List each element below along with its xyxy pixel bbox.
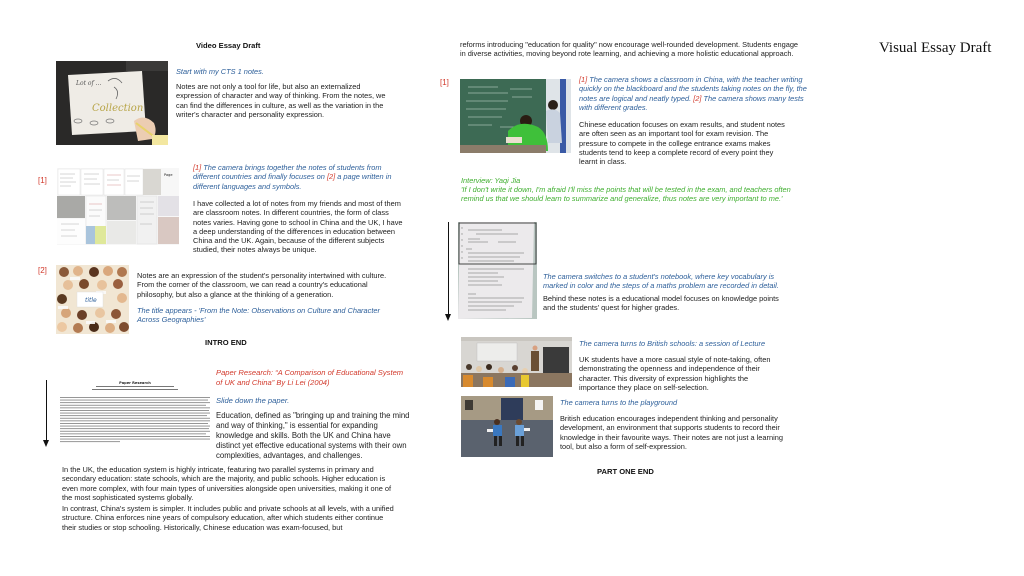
caption-playground: The camera turns to the playground — [560, 398, 678, 407]
caption-marker-2: [2] — [326, 172, 336, 182]
scroll-arrow-notebook — [448, 222, 449, 314]
marker-2: [2] — [38, 266, 47, 275]
image-title-label: title — [85, 297, 97, 304]
notes-collage-image — [57, 168, 179, 245]
interview-quote: 'If I don't write it down, I'm afraid I'll miss the points that will be tested in the exam, and teachers often remind us that we should learn to summarize and generalize, thus notes are very important to me.' — [461, 185, 791, 204]
body-china-exams: Chinese education focuses on exam results, and student notes are often seen as an important tool for exam revision. The pressure to compete in the college entrance exams makes students tend to keep a complete record of every point they learnt in class. — [579, 120, 785, 167]
marker-1: [1] — [38, 176, 47, 185]
body-notebook: Behind these notes is a educational model focuses on knowledge points and the students' quest for higher grades. — [543, 294, 779, 313]
scroll-arrow-left — [46, 380, 47, 440]
body-education-definition: Education, defined as "bringing up and training the mind and way of thinking," is essential for expanding knowledge and skills. Both the UK and China have distinct yet effective educational systems with their own complexities, advantages, and challenges. — [216, 411, 410, 460]
body-british-education: British education encourages independent thinking and personality development, an environment that supports students to record their knowledge in their favourite ways. Their notes are not just a learning tool, but also a form of self-expression. — [560, 414, 783, 451]
body-personality-culture: Notes are an expression of the student's personality intertwined with culture. From the corner of the classroom, we can read a country's educational philosophy, but also a glance at the thinking of a generation. — [137, 271, 387, 299]
body-china-system: In contrast, China's system is simpler. It includes public and private schools at all levels, with a unified structure. China enforces nine years of compulsory education, after which students either continue their studies or stop schooling. Historically, Chinese education was exam-focused, but — [62, 504, 394, 532]
caption-cts-notes: Start with my CTS 1 notes. — [176, 67, 264, 76]
intro-end-label: INTRO END — [205, 338, 247, 347]
svg-text:Collection: Collection — [92, 103, 144, 114]
caption-slide-down: Slide down the paper. — [216, 396, 290, 405]
caption-marker-2: [2] — [693, 93, 702, 103]
arrow-down-icon — [43, 440, 49, 447]
caption-marker-1: [1] — [193, 163, 202, 172]
body-collected-notes: I have collected a lot of notes from my friends and most of them are classroom notes. In different countries, the form of class notes varies. Having gone to school in China and the UK, I have a deep understanding of the differences in education between China and the UK. Again, because of the different subjects studied, their notes always be unique. — [193, 199, 403, 255]
visual-essay-title: Visual Essay Draft — [879, 40, 992, 56]
uk-lecture-image — [461, 337, 572, 387]
paper-thumbnail-image — [56, 378, 214, 448]
body-reforms-continued: reforms introducing "education for quality" now encourage well-rounded development. Students engage in diverse activities, moving beyond rote learning, and achieving a more holistic educational approach. — [460, 40, 799, 59]
arrow-down-icon — [445, 314, 451, 321]
interview-label: Interview: Yaqi Jia — [461, 176, 521, 185]
collage-page-label: Page — [164, 173, 173, 177]
caption-text-part2: The camera shows many tests with different grades. — [579, 93, 804, 112]
caption-title-appears: The title appears - 'From the Note: Observations on Culture and Character Across Geographies' — [137, 306, 380, 325]
caption-notebook: The camera switches to a student's notebook, where key vocabulary is marked in color and the steps of a maths problem are recorded in detail. — [543, 272, 779, 291]
body-notes-intro: Notes are not only a tool for life, but also an externalized expression of character and way of thinking. From the notes, we can find the differences in culture, as well as the variation in the writer's character and personality expression. — [176, 82, 386, 119]
marker-1-classroom: [1] — [440, 78, 449, 87]
body-uk-system: In the UK, the education system is highly intricate, featuring two parallel systems in primary and secondary education: state schools, which are the majority, and public schools. Higher education is even more complex, with four main types of universities alongside open universities, making it one of the most sophisticated systems globally. — [62, 465, 392, 502]
caption-china-classroom — [579, 75, 815, 112]
body-uk-notetaking: UK students have a more casual style of note-taking, often demonstrating the openness and independence of their character. This diversity of expression highlights the importance they place on self-selection. — [579, 355, 771, 392]
china-classroom-image — [460, 79, 571, 153]
caption-camera-brings-notes — [193, 163, 405, 191]
student-notebook-image — [458, 222, 537, 319]
caption-text-part1: The camera shows a classroom in China, with the teacher writing quickly on the blackboard and the students taking notes on the fly, the notes are logical and neatly typed. — [579, 75, 807, 103]
caption-marker-1: [1] — [579, 75, 588, 84]
paper-thumb-title: Paper Research — [119, 381, 151, 385]
video-essay-title: Video Essay Draft — [196, 41, 261, 50]
notes-collection-image — [56, 61, 168, 145]
part-one-end-label: PART ONE END — [597, 467, 654, 476]
faces-title-image — [56, 265, 129, 334]
uk-playground-image — [461, 396, 553, 457]
svg-text:Lot of ...: Lot of ... — [76, 80, 102, 87]
paper-research-title: Paper Research: “A Comparison of Educational System of UK and China” By Li Lei (2004) — [216, 368, 404, 387]
caption-british-lecture: The camera turns to British schools: a session of Lecture — [579, 339, 766, 348]
caption-text-part1: The camera brings together the notes of students from different countries and finally focuses on — [193, 163, 382, 182]
caption-text-part2: a page written in different languages and symbols. — [193, 172, 392, 191]
